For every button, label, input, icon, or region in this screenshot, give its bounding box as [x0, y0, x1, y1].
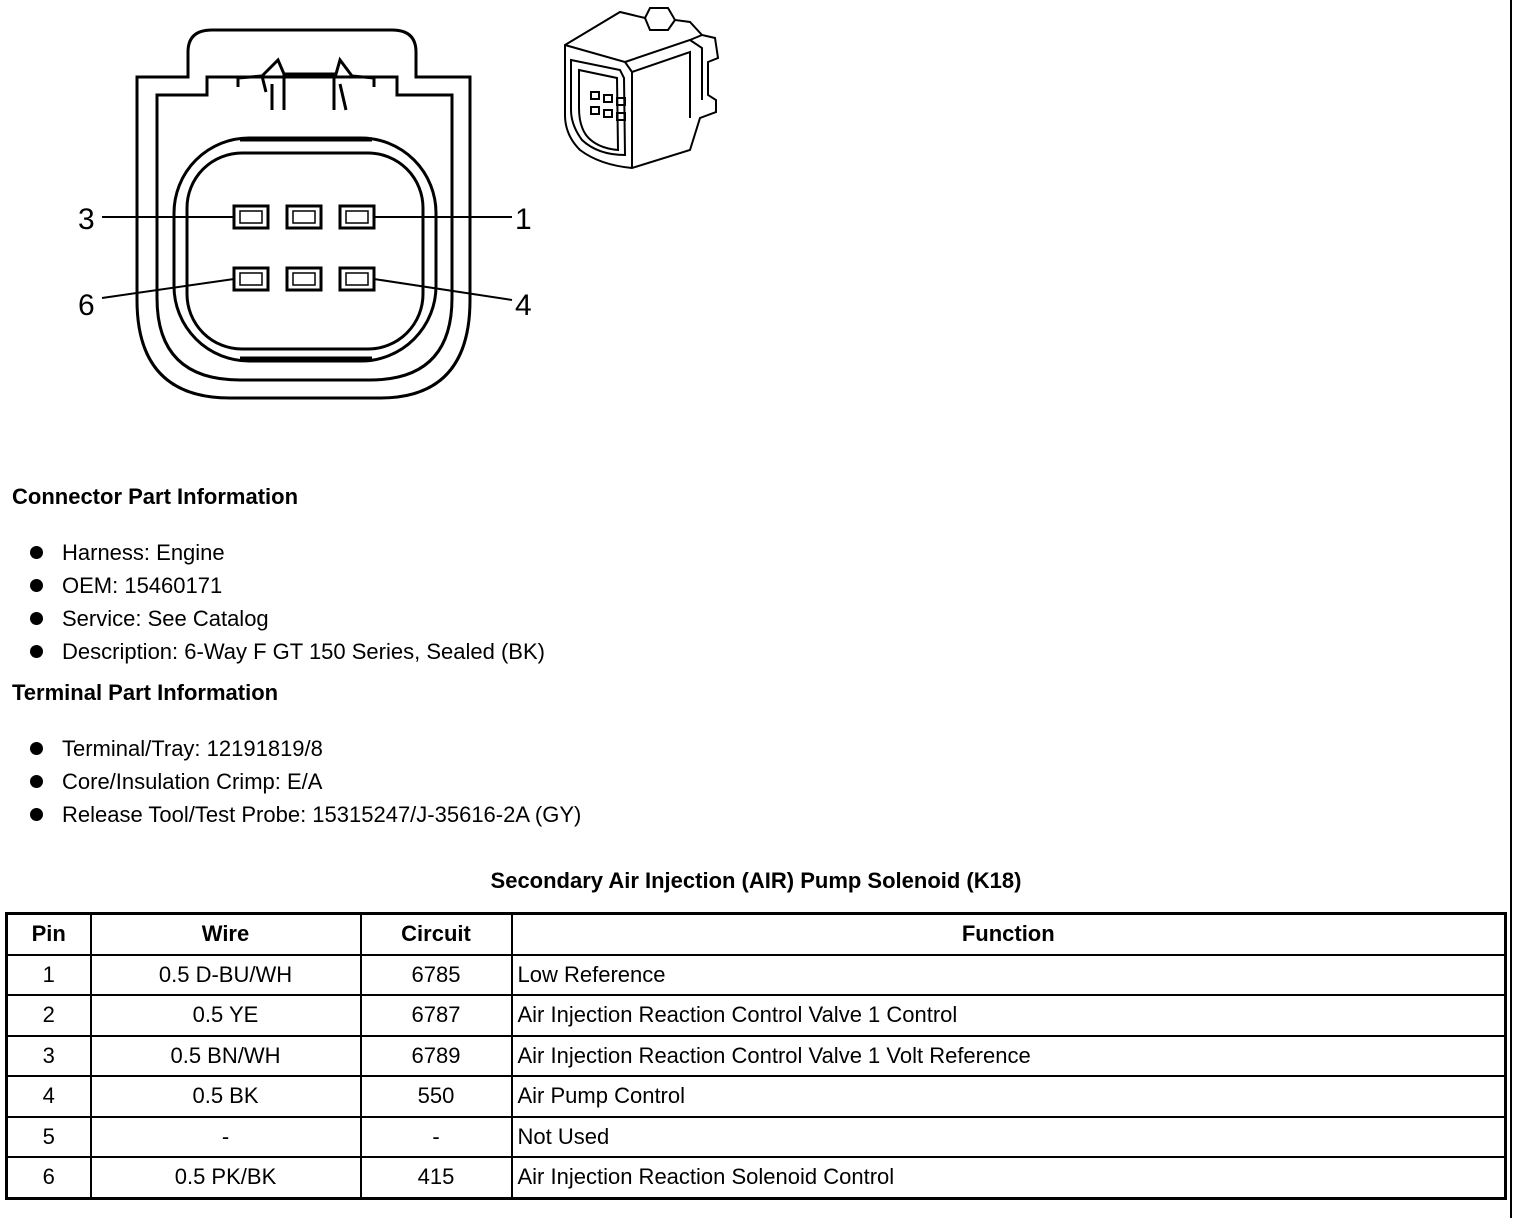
table-row — [7, 995, 1506, 1036]
list-item: Service: See Catalog — [30, 602, 545, 635]
cell-wire: 0.5 YE — [91, 995, 361, 1036]
terminal-cavity-2 — [287, 206, 321, 228]
terminal-cavity-6 — [234, 268, 268, 290]
cell-circuit: 415 — [361, 1157, 512, 1198]
bullet-icon — [30, 546, 43, 559]
cell-function: Not Used — [512, 1117, 1506, 1158]
pin-label-4: 4 — [515, 289, 532, 322]
pinout-table — [5, 912, 1507, 1200]
pin-label-6: 6 — [78, 289, 95, 322]
terminal-info-list — [30, 732, 581, 831]
list-item: Terminal/Tray: 12191819/8 — [30, 732, 581, 765]
cell-wire: - — [91, 1117, 361, 1158]
bullet-icon — [30, 808, 43, 821]
column-header-pin: Pin — [7, 914, 91, 955]
list-item: Description: 6-Way F GT 150 Series, Sealed (BK) — [30, 635, 545, 668]
terminal-cavity-4 — [340, 268, 374, 290]
cell-circuit: 550 — [361, 1076, 512, 1117]
cell-pin: 5 — [7, 1117, 91, 1158]
table-row — [7, 1076, 1506, 1117]
bullet-icon — [30, 645, 43, 658]
cell-wire: 0.5 BK — [91, 1076, 361, 1117]
cell-circuit: 6789 — [361, 1036, 512, 1077]
table-title: Secondary Air Injection (AIR) Pump Solenoid (K18) — [490, 868, 1022, 893]
terminal-cavity-1 — [340, 206, 374, 228]
terminal-info-heading: Terminal Part Information — [12, 680, 279, 705]
cell-pin: 2 — [7, 995, 91, 1036]
pin-label-1: 1 — [515, 203, 532, 236]
list-item: Core/Insulation Crimp: E/A — [30, 765, 581, 798]
table-row — [7, 1117, 1506, 1158]
cell-wire: 0.5 PK/BK — [91, 1157, 361, 1198]
cell-wire: 0.5 BN/WH — [91, 1036, 361, 1077]
list-item: Harness: Engine — [30, 536, 545, 569]
cell-wire: 0.5 D-BU/WH — [91, 955, 361, 996]
cell-function: Air Injection Reaction Control Valve 1 Volt Reference — [512, 1036, 1506, 1077]
cell-function: Air Pump Control — [512, 1076, 1506, 1117]
pin-label-3: 3 — [78, 203, 95, 236]
column-header-wire: Wire — [91, 914, 361, 955]
bullet-icon — [30, 579, 43, 592]
cell-pin: 1 — [7, 955, 91, 996]
table-header-row — [7, 914, 1506, 955]
cell-circuit: 6785 — [361, 955, 512, 996]
cell-pin: 6 — [7, 1157, 91, 1198]
bullet-icon — [30, 612, 43, 625]
latch-icon — [238, 60, 374, 110]
table-row — [7, 1157, 1506, 1198]
column-header-function: Function — [512, 914, 1506, 955]
connector-3d-thumbnail — [565, 8, 718, 168]
column-header-circuit: Circuit — [361, 914, 512, 955]
bullet-icon — [30, 775, 43, 788]
connector-info-heading: Connector Part Information — [12, 484, 299, 509]
page-right-border — [1510, 0, 1512, 1218]
list-item: Release Tool/Test Probe: 15315247/J-35616-2A (GY) — [30, 798, 581, 831]
leader-line-4 — [374, 279, 512, 300]
bullet-icon — [30, 742, 43, 755]
cell-circuit: 6787 — [361, 995, 512, 1036]
connector-diagram — [0, 0, 760, 420]
table-row — [7, 955, 1506, 996]
cell-pin: 4 — [7, 1076, 91, 1117]
seal-outer — [174, 138, 436, 361]
terminal-cavity-5 — [287, 268, 321, 290]
cell-function: Air Injection Reaction Control Valve 1 Control — [512, 995, 1506, 1036]
table-row — [7, 1036, 1506, 1077]
cell-function: Air Injection Reaction Solenoid Control — [512, 1157, 1506, 1198]
cell-function: Low Reference — [512, 955, 1506, 996]
terminal-cavity-3 — [234, 206, 268, 228]
cell-circuit: - — [361, 1117, 512, 1158]
seal-inner — [187, 153, 423, 349]
connector-info-list — [30, 536, 545, 668]
leader-line-6 — [102, 279, 234, 298]
cell-pin: 3 — [7, 1036, 91, 1077]
list-item: OEM: 15460171 — [30, 569, 545, 602]
